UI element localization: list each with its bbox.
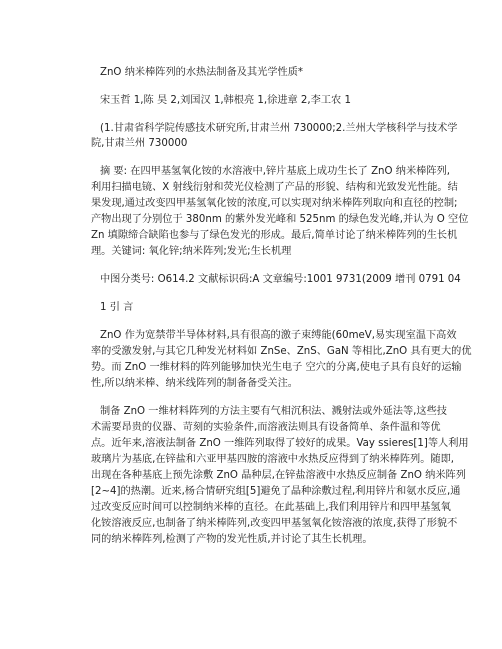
abstract-line-1: 摘 要: 在四甲基氢氧化铵的水溶液中,锌片基底上成功生长了 ZnO 纳米棒阵列,: [100, 166, 450, 177]
paragraph2-line-4: 玻璃片为基底,在锌盐和六亚甲基四胺的溶液中水热反应得到了纳米棒阵列。随即,: [91, 454, 455, 465]
affiliation-line-1: (1.甘肃省科学院传感技术研究所,甘肃兰州 730000;2.兰州大学核科学与技术学: [100, 123, 458, 134]
paragraph1-line-1: ZnO 作为宽禁带半导体材料,具有很高的激子束缚能(60meV,易实现室温下高效: [100, 330, 457, 341]
abstract-line-2: 利用扫描电镜、X 射线衍射和荧光仪检测了产品的形貌、结构和光致发光性能。结: [91, 182, 458, 193]
paragraph1-line-2: 率的受激发射,与其它几种发光材料如 ZnSe、ZnS、GaN 等相比,ZnO 具有更大的优: [91, 346, 472, 357]
paragraph2-line-5: 出现在各种基底上预先涂敷 ZnO 晶种层,在锌盐溶液中水热反应制备 ZnO 纳米阵列: [91, 470, 466, 481]
abstract-line-5: Zn 填隙缔合缺陷也参与了绿色发光的形成。最后,简单讨论了纳米棒阵列的生长机: [91, 230, 458, 241]
paragraph2-line-3: 点。近年来,溶液法制备 ZnO 一维阵列取得了较好的成果。Vay ssieres[1]等人利用: [91, 438, 469, 449]
paragraph1-line-4: 性,所以纳米棒、纳米线阵列的制备备受关注。: [91, 378, 298, 389]
abstract-line-4: 产物出现了分别位于 380nm 的紫外发光峰和 525nm 的绿色发光峰,并认为 O 空位: [91, 214, 469, 225]
abstract-line-6: 理。关键词: 氧化锌;纳米阵列;发光;生长机理: [91, 246, 292, 257]
paragraph2-line-6: [2~4]的热潮。近来,杨合情研究组[5]避免了晶种涂敷过程,利用锌片和氨水反应,通: [91, 486, 461, 497]
affiliation-line-2: 院,甘肃兰州 730000: [91, 138, 188, 149]
paragraph1-line-3: 势。而 ZnO 一维材料的阵列能够加快光生电子 空穴的分离,使电子具有良好的运输: [91, 362, 462, 373]
paragraph2-line-8: 化铵溶液反应,也制备了纳米棒阵列,改变四甲基氢氧化铵溶液的浓度,获得了形貌不: [91, 518, 458, 529]
paragraph2-line-2: 术需要昂贵的仪器、苛刻的实验条件,而溶液法则具有设备简单、条件温和等优: [91, 422, 441, 433]
abstract-line-3: 果发现,通过改变四甲基氢氧化铵的浓度,可以实现对纳米棒阵列取向和直径的控制;: [91, 198, 458, 209]
classification-line: 中图分类号: O614.2 文献标识码:A 文章编号:1001 9731(2009 增刊 0791 04: [100, 274, 461, 285]
paragraph2-line-7: 过改变反应时间可以控制纳米棒的直径。在此基础上,我们利用锌片和四甲基氢氧: [91, 502, 451, 513]
paragraph2-line-9: 同的纳米棒阵列,检测了产物的发光性质,并讨论了其生长机理。: [91, 534, 373, 545]
paragraph2-line-1: 制备 ZnO 一维材料阵列的方法主要有气相沉积法、溅射法或外延法等,这些技: [100, 406, 447, 417]
paper-title: ZnO 纳米棒阵列的水热法制备及其光学性质*: [100, 67, 303, 78]
section-heading: 1 引 言: [100, 302, 134, 313]
author-list: 宋玉哲 1,陈 昊 2,刘国汉 1,韩根亮 1,徐进章 2,李工农 1: [100, 95, 351, 106]
